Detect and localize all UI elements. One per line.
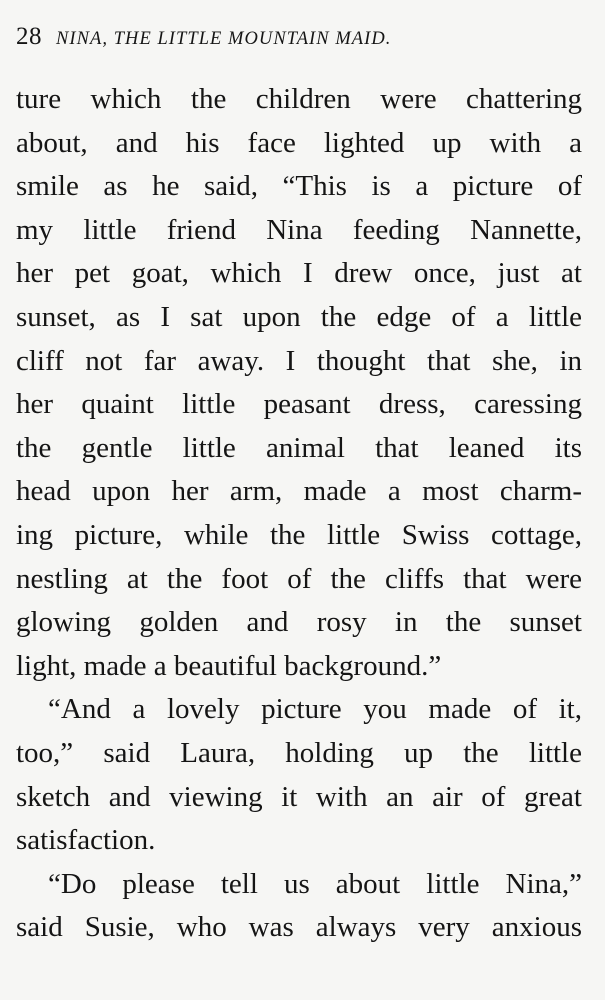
text-line: ture which the children were chattering <box>16 83 582 115</box>
text-line: head upon her arm, made a most charm- <box>16 475 582 508</box>
running-title: NINA, THE LITTLE MOUNTAIN MAID. <box>56 29 392 49</box>
text-line: ing picture, while the little Swiss cottage, <box>16 518 582 551</box>
text-line: glowing golden and rosy in the sunset <box>16 606 582 639</box>
paragraph-start-line: “And a lovely picture you made of it, <box>48 693 582 726</box>
page-number: 28 <box>16 23 42 50</box>
text-line: nestling at the foot of the cliffs that were <box>16 562 582 595</box>
text-line: sunset, as I sat upon the edge of a little <box>16 300 582 333</box>
text-line: her pet goat, which I drew once, just at <box>16 257 582 290</box>
text-line: said Susie, who was always very anxious <box>16 911 582 944</box>
text-line: smile as he said, “This is a picture of <box>16 170 582 203</box>
paragraph-end-line: light, made a beautiful background.” <box>16 649 442 682</box>
text-line: cliff not far away. I thought that she, in <box>16 344 582 377</box>
body-text <box>16 78 582 950</box>
text-line: too,” said Laura, holding up the little <box>16 736 582 769</box>
text-line: her quaint little peasant dress, caressing <box>16 388 582 421</box>
text-line: sketch and viewing it with an air of great <box>16 780 582 813</box>
text-line: about, and his face lighted up with a <box>16 126 582 159</box>
text-line: the gentle little animal that leaned its <box>16 431 582 464</box>
text-line: my little friend Nina feeding Nannette, <box>16 213 582 246</box>
paragraph-end-line: satisfaction. <box>16 824 156 857</box>
page-header <box>16 23 586 53</box>
paragraph-start-line: “Do please tell us about little Nina,” <box>48 867 582 900</box>
